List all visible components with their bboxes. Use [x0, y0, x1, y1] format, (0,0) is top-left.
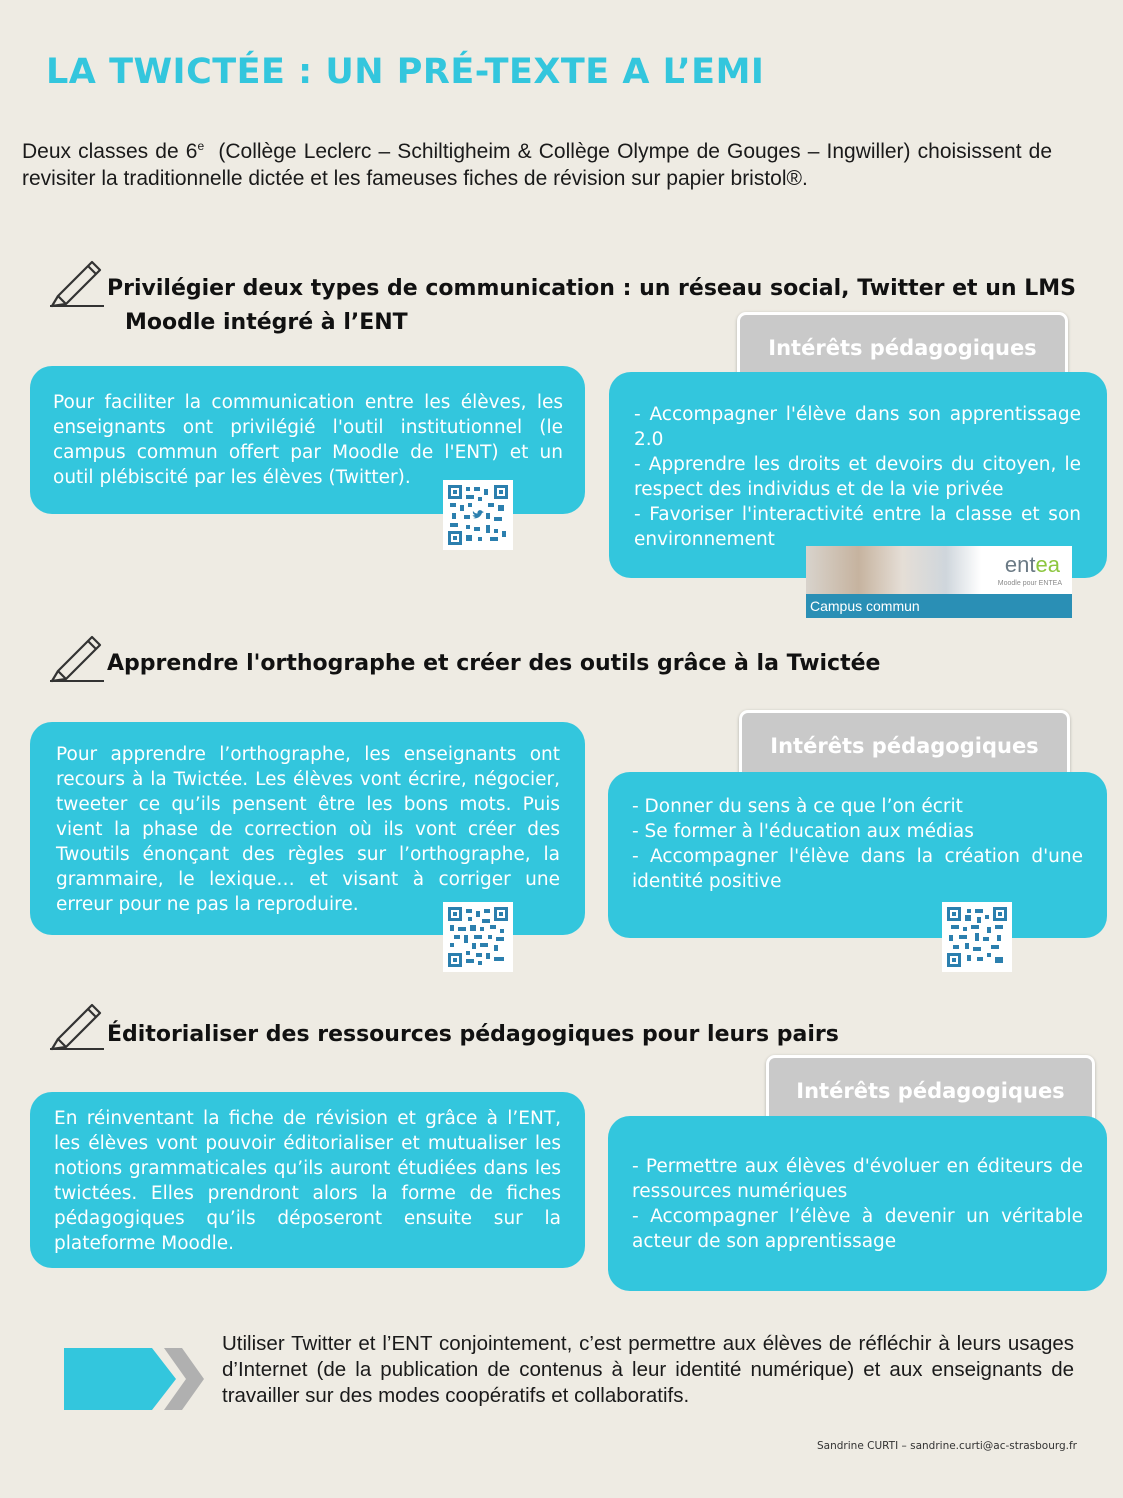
- pencil-icon: [48, 627, 104, 683]
- interest-item: - Donner du sens à ce que l’on écrit: [632, 796, 963, 817]
- qr-code-icon: [448, 907, 508, 967]
- section-1-description-box: Pour faciliter la communication entre les élèves, les enseignants ont privilégié l'outil institutionnel (le campus commun offert par Moodle de l'ENT) et un outil plébiscité par les élèves (Twitter).: [30, 366, 585, 514]
- qr-code-icon: [448, 485, 508, 545]
- campus-photo: [806, 546, 981, 594]
- entea-logo: entea: [1004, 552, 1060, 577]
- qr-code-icon[interactable]: [942, 902, 1012, 972]
- section-1-heading: Privilégier deux types de communication : un réseau social, Twitter et un LMS Moodle intégré à l’ENT: [107, 276, 1076, 335]
- pedagogical-interests-tag-3: Intérêts pédagogiques: [766, 1055, 1095, 1127]
- page-title: LA TWICTÉE : UN PRÉ-TEXTE A L’EMI: [46, 52, 765, 92]
- interest-item: - Accompagner l'élève dans son apprentissage 2.0: [634, 404, 1081, 450]
- interest-item: - Apprendre les droits et devoirs du citoyen, le respect des individus et de la vie privée: [634, 454, 1081, 500]
- qr-code-icon: [947, 907, 1007, 967]
- pencil-icon: [48, 995, 104, 1051]
- conclusion-paragraph: Utiliser Twitter et l’ENT conjointement, c’est permettre aux élèves de réfléchir à leurs usages d’Internet (de la publication de contenus à leur identité numérique) et aux enseignants de travailler sur des modes coopératifs et collaboratifs.: [222, 1332, 1074, 1407]
- section-3-heading: Éditorialiser des ressources pédagogiques pour leurs pairs: [107, 1022, 839, 1047]
- interest-item: - Accompagner l’élève à devenir un véritable acteur de son apprentissage: [632, 1206, 1083, 1252]
- qr-code-icon[interactable]: [443, 902, 513, 972]
- interest-item: - Accompagner l'élève dans la création d'une identité positive: [632, 846, 1083, 892]
- section-2-heading: Apprendre l'orthographe et créer des outils grâce à la Twictée: [107, 651, 881, 676]
- pedagogical-interests-tag-1: Intérêts pédagogiques: [737, 312, 1068, 384]
- author-credit: Sandrine CURTI – sandrine.curti@ac-strasbourg.fr: [817, 1440, 1077, 1452]
- qr-code-icon[interactable]: [443, 480, 513, 550]
- entea-logo-subtitle: Moodle pour ENTEA: [997, 580, 1062, 587]
- interest-item: - Permettre aux élèves d'évoluer en éditeurs de ressources numériques: [632, 1156, 1083, 1202]
- section-3-interests-box: [608, 1116, 1107, 1291]
- arrow-chevron-icon: [64, 1348, 204, 1410]
- pedagogical-interests-tag-2: Intérêts pédagogiques: [739, 710, 1070, 782]
- interest-item: - Se former à l'éducation aux médias: [632, 821, 974, 842]
- campus-commun-label: Campus commun: [806, 594, 1072, 618]
- section-3-description-box: En réinventant la fiche de révision et grâce à l’ENT, les élèves vont pouvoir éditorialiser et mutualiser les notions grammaticales qu’ils auront étudiées dans les twictées. Elles prendront alors la forme de fiches pédagogiques qu’ils déposeront ensuite sur la plateforme Moodle.: [30, 1092, 585, 1268]
- section-2-interests-box: [608, 772, 1107, 938]
- campus-commun-banner[interactable]: [806, 546, 1072, 618]
- section-2-description-box: Pour apprendre l’orthographe, les enseignants ont recours à la Twictée. Les élèves vont écrire, négocier, tweeter ce qu’ils pensent être les bons mots. Puis vient la phase de correction où ils vont créer des Twoutils énonçant des règles sur l’orthographe, la grammaire, le lexique… et visant à corriger une erreur pour ne pas la reproduire.: [30, 722, 585, 935]
- intro-paragraph: Deux classes de 6e (Collège Leclerc – Schiltigheim & Collège Olympe de Gouges – Ingwiller) choisissent de revisiter la traditionnelle dictée et les fameuses fiches de révision sur papier bristol®.: [22, 139, 1058, 190]
- interest-item: - Favoriser l'interactivité entre la classe et son environnement: [634, 504, 1081, 550]
- pencil-icon: [48, 252, 104, 308]
